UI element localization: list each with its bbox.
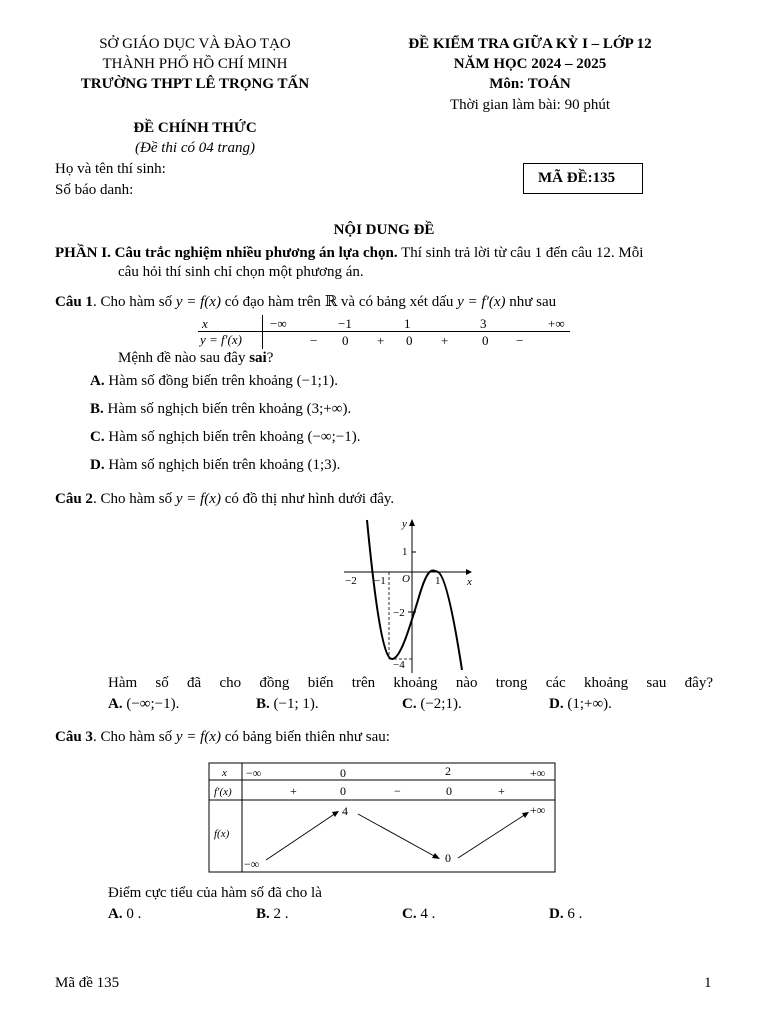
q1-text: như sau [505, 294, 557, 310]
q1-text: có đạo hàm trên [220, 294, 325, 310]
q3-f-value: 4 [342, 804, 348, 818]
q2-option-a[interactable] [108, 696, 179, 713]
option-text: Hàm số nghịch biến trên khoảng [103, 401, 307, 417]
q1-sign-table [198, 315, 570, 349]
pages-note: (Đề thi có 04 trang) [135, 140, 255, 156]
option-text: (−∞;−1). [126, 696, 180, 712]
q3-row-label-f: f(x) [214, 828, 230, 840]
option-text: Hàm số đồng biến trên khoảng [104, 373, 297, 389]
content-title: NỘI DUNG ĐỀ [333, 222, 435, 238]
arrow-head-icon [522, 812, 529, 818]
q1-text: . Cho hàm số [92, 294, 176, 310]
q3-x-value: +∞ [530, 766, 546, 780]
option-text: 2 . [273, 906, 289, 922]
option-text: 6 . [567, 906, 583, 922]
q1-prompt-text: ? [266, 350, 274, 366]
option-label: C. [90, 429, 105, 445]
decrease-arrow [358, 814, 436, 857]
option-label: A. [108, 906, 123, 922]
q1-stem [55, 292, 556, 311]
q3-fp-sign: + [290, 784, 297, 798]
q1-option-c[interactable] [90, 429, 361, 446]
q2-function-graph [340, 515, 480, 675]
increase-arrow [458, 814, 526, 858]
arrow-head-icon [332, 811, 339, 817]
q3-f-value: 0 [445, 851, 451, 865]
q1-real-set: ℝ [324, 294, 338, 310]
q3-variation-table [208, 762, 558, 874]
q3-fp-sign: + [498, 784, 505, 798]
q3-fp-sign: 0 [340, 784, 346, 798]
option-text: Hàm số nghịch biến trên khoảng [104, 429, 308, 445]
q1-sign: 0 [342, 333, 349, 348]
candidate-id-label: Số báo danh: [55, 182, 134, 198]
q1-sign: 0 [482, 333, 489, 348]
table-divider [262, 315, 263, 349]
option-text: 0 . [126, 906, 142, 922]
part1-instruction: Thí sinh trả lời từ câu 1 đến câu 12. Mỗi [397, 245, 644, 261]
q1-x-value: 3 [480, 316, 487, 331]
q1-sign: − [516, 333, 524, 348]
option-interval: (3;+∞) [306, 401, 348, 417]
option-interval: (−1;1) [296, 373, 335, 389]
q3-stem [55, 729, 390, 746]
option-label: D. [90, 457, 105, 473]
q3-text: . Cho hàm số [92, 729, 176, 745]
q1-function: y = f(x) [175, 294, 221, 310]
q1-option-b[interactable] [90, 401, 351, 418]
q1-x-value: +∞ [548, 316, 565, 331]
option-label: B. [90, 401, 104, 417]
tick-label-y-m2: −2 [393, 607, 405, 619]
q2-function: y = f(x) [175, 491, 221, 507]
q3-prompt: Điểm cực tiểu của hàm số đã cho là [108, 885, 322, 901]
exam-code-box [523, 163, 643, 194]
option-text: (−2;1). [420, 696, 462, 712]
arrow-head-icon [432, 853, 440, 859]
option-text: Hàm số nghịch biến trên khoảng [104, 457, 308, 473]
q1-sign: − [310, 333, 318, 348]
q1-prompt [118, 350, 273, 367]
y-axis-label: y [402, 518, 407, 530]
q1-x-value: −1 [338, 316, 352, 331]
q3-label: Câu 3 [55, 729, 93, 745]
exam-code: MÃ ĐỀ:135 [538, 170, 616, 186]
school-year: NĂM HỌC 2024 – 2025 [453, 56, 607, 72]
q2-stem [55, 491, 394, 508]
q1-text: và có bảng xét dấu [337, 294, 458, 310]
exam-title: ĐỀ KIỂM TRA GIỮA KỲ I – LỚP 12 [408, 36, 652, 52]
q1-row-label-x: x [202, 316, 208, 331]
option-end: . [334, 373, 339, 389]
q1-label: Câu 1 [55, 294, 93, 310]
tick-label-x1: 1 [435, 575, 441, 587]
part1-title: PHẦN I. Câu trắc nghiệm nhiều phương án lựa chọn. [55, 245, 398, 261]
q3-row-label-x: x [222, 767, 227, 779]
q3-x-value: −∞ [246, 766, 262, 780]
q1-derivative: y = f′(x) [457, 294, 506, 310]
option-label: C. [402, 696, 417, 712]
department-name: SỞ GIÁO DỤC VÀ ĐÀO TẠO [99, 36, 291, 52]
q2-text: . Cho hàm số [92, 491, 176, 507]
tick-label-m2: −2 [345, 575, 357, 587]
q2-text: có đồ thị như hình dưới đây. [220, 491, 395, 507]
subject: Môn: TOÁN [489, 76, 571, 92]
option-end: . [356, 429, 361, 445]
q1-prompt-text: Mệnh đề nào sau đây [118, 350, 250, 366]
x-axis-arrow-icon [466, 569, 472, 575]
q1-option-a[interactable] [90, 373, 338, 390]
option-text: 4 . [420, 906, 436, 922]
school-name: TRƯỜNG THPT LÊ TRỌNG TẤN [80, 76, 310, 92]
option-label: A. [90, 373, 105, 389]
header-right [360, 34, 700, 116]
option-label: D. [549, 696, 564, 712]
tick-label-m1: −1 [374, 575, 386, 587]
y-axis-arrow-icon [409, 519, 415, 526]
page-number: 1 [704, 975, 712, 991]
q3-option-a[interactable] [108, 906, 141, 923]
q3-f-value: −∞ [244, 857, 260, 871]
city-name: THÀNH PHỐ HỒ CHÍ MINH [102, 56, 288, 72]
option-end: . [347, 401, 352, 417]
table-divider [198, 331, 570, 332]
q2-label: Câu 2 [55, 491, 93, 507]
tick-label-m4: −4 [393, 659, 405, 671]
q1-sign: 0 [406, 333, 413, 348]
option-interval: (1;3) [307, 457, 337, 473]
q1-prompt-emphasis: sai [249, 350, 267, 366]
q3-option-c[interactable] [402, 906, 435, 923]
option-text: (−1; 1). [273, 696, 319, 712]
part1-heading [55, 243, 725, 264]
q1-sign: + [377, 333, 385, 348]
function-curve [367, 520, 462, 670]
q2-option-b[interactable] [256, 696, 319, 713]
duration: Thời gian làm bài: 90 phút [450, 97, 610, 113]
option-label: A. [108, 696, 123, 712]
tick-label-1: 1 [402, 546, 408, 558]
q1-x-value: −∞ [270, 316, 287, 331]
q3-fp-sign: − [394, 784, 401, 798]
q1-option-d[interactable] [90, 457, 340, 474]
q3-function: y = f(x) [175, 729, 221, 745]
q2-option-c[interactable] [402, 696, 462, 713]
q2-option-d[interactable] [549, 696, 612, 713]
option-label: C. [402, 906, 417, 922]
q2-prompt: Hàm số đã cho đồng biến trên khoảng nào trong các khoảng sau đây? [108, 675, 713, 691]
footer-exam-code: Mã đề 135 [55, 975, 120, 991]
option-end: . [336, 457, 341, 473]
option-interval: (−∞;−1) [307, 429, 357, 445]
q1-sign: + [441, 333, 449, 348]
q3-text: có bảng biến thiên như sau: [220, 729, 390, 745]
part1-instruction-2: câu hỏi thí sinh chỉ chọn một phương án. [118, 264, 364, 280]
q1-x-value: 1 [404, 316, 411, 331]
option-label: B. [256, 906, 270, 922]
q3-option-b[interactable] [256, 906, 289, 923]
x-axis-label: x [467, 576, 472, 588]
q3-x-value: 0 [340, 766, 346, 780]
option-label: B. [256, 696, 270, 712]
increase-arrow [266, 813, 336, 860]
q3-f-value: +∞ [530, 803, 546, 817]
header-left [40, 34, 350, 94]
q3-x-value: 2 [445, 764, 451, 778]
q1-row-label-derivative: y = f′(x) [200, 332, 242, 347]
option-label: D. [549, 906, 564, 922]
q3-option-d[interactable] [549, 906, 582, 923]
option-text: (1;+∞). [567, 696, 612, 712]
q3-fp-sign: 0 [446, 784, 452, 798]
official-label: ĐỀ CHÍNH THỨC [133, 120, 257, 136]
q3-row-label-fp: f′(x) [214, 786, 232, 798]
candidate-name-label: Họ và tên thí sinh: [55, 161, 166, 177]
origin-label: O [402, 573, 410, 585]
